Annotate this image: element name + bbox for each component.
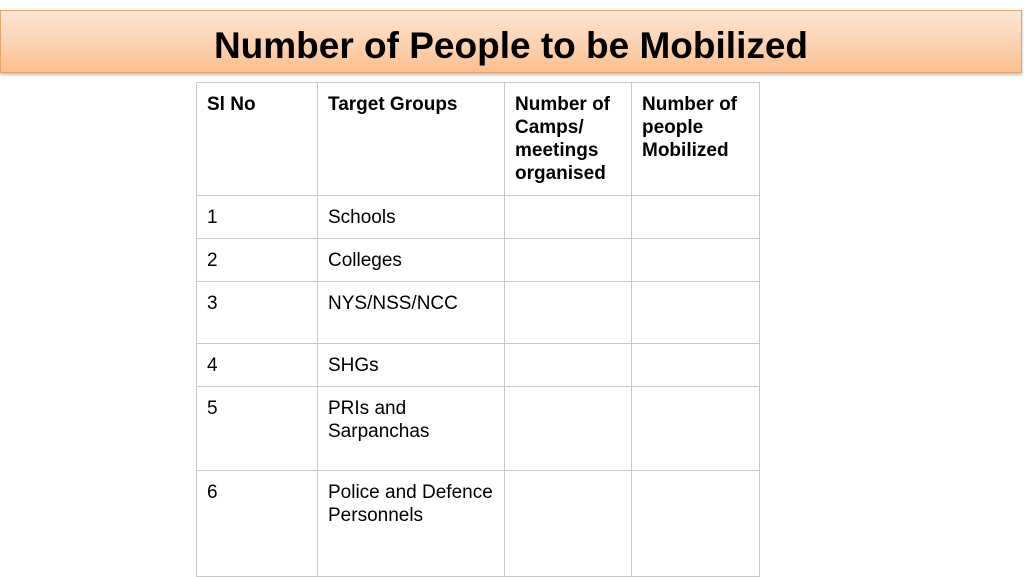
cell-target-group: Colleges bbox=[318, 239, 505, 282]
table-row bbox=[197, 344, 760, 387]
table-row bbox=[197, 282, 760, 344]
cell-sl-no: 1 bbox=[197, 196, 318, 239]
cell-sl-no: 2 bbox=[197, 239, 318, 282]
mobilization-table bbox=[196, 82, 760, 577]
cell-people bbox=[632, 344, 760, 387]
cell-target-group: NYS/NSS/NCC bbox=[318, 282, 505, 344]
header-sl-no: Sl No bbox=[197, 83, 318, 196]
cell-people bbox=[632, 471, 760, 577]
table-header-row bbox=[197, 83, 760, 196]
cell-target-group: SHGs bbox=[318, 344, 505, 387]
cell-people bbox=[632, 282, 760, 344]
cell-camps bbox=[505, 344, 632, 387]
table-row bbox=[197, 387, 760, 471]
title-banner bbox=[0, 10, 1022, 73]
cell-target-group: PRIs and Sarpanchas bbox=[318, 387, 505, 471]
cell-camps bbox=[505, 471, 632, 577]
cell-sl-no: 6 bbox=[197, 471, 318, 577]
cell-people bbox=[632, 196, 760, 239]
table-row bbox=[197, 471, 760, 577]
header-camps-meetings: Number of Camps/ meetings organised bbox=[505, 83, 632, 196]
cell-camps bbox=[505, 196, 632, 239]
cell-camps bbox=[505, 387, 632, 471]
cell-sl-no: 3 bbox=[197, 282, 318, 344]
cell-people bbox=[632, 239, 760, 282]
page-title: Number of People to be Mobilized bbox=[213, 25, 809, 66]
cell-camps bbox=[505, 239, 632, 282]
cell-target-group: Schools bbox=[318, 196, 505, 239]
table-row bbox=[197, 196, 760, 239]
header-people-mobilized: Number of people Mobilized bbox=[632, 83, 760, 196]
header-target-groups: Target Groups bbox=[318, 83, 505, 196]
cell-target-group: Police and Defence Personnels bbox=[318, 471, 505, 577]
cell-sl-no: 4 bbox=[197, 344, 318, 387]
cell-people bbox=[632, 387, 760, 471]
table-row bbox=[197, 239, 760, 282]
cell-sl-no: 5 bbox=[197, 387, 318, 471]
cell-camps bbox=[505, 282, 632, 344]
